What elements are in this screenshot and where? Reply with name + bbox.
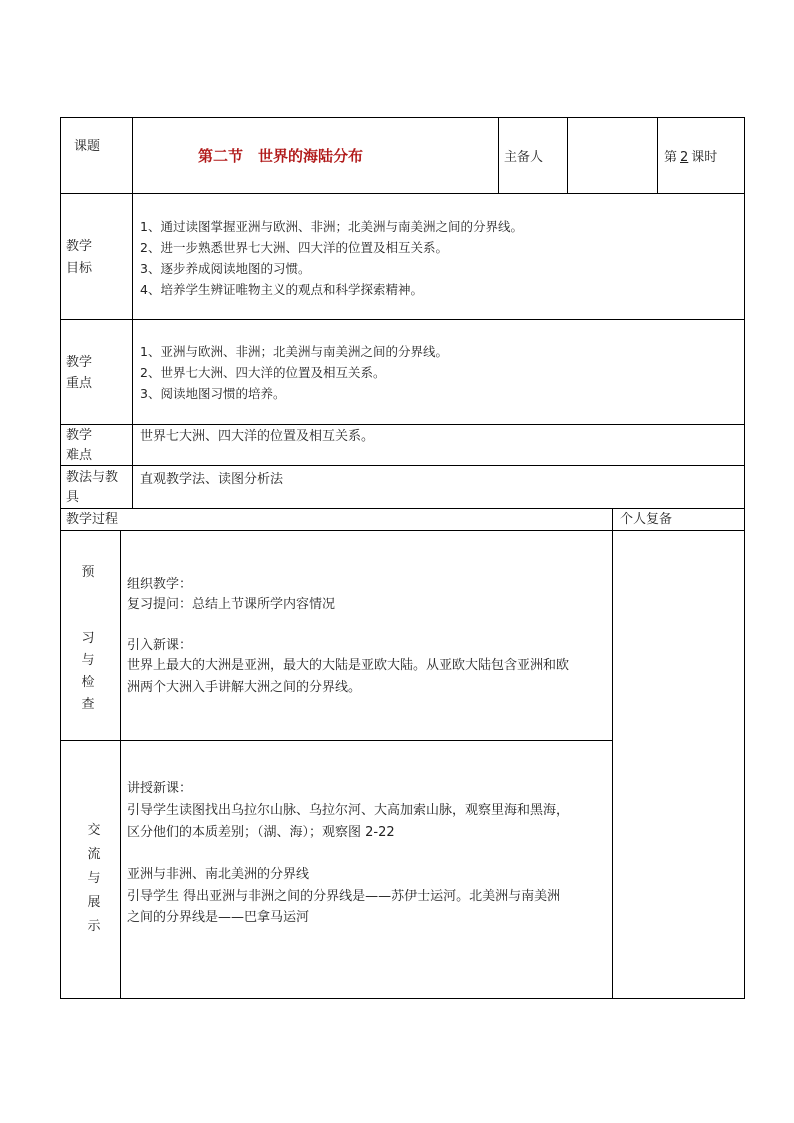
preview-label-char: 与 bbox=[81, 653, 95, 668]
objective-item: 3、逐步养成阅读地图的习惯。 bbox=[140, 261, 311, 276]
process-label: 教学过程 bbox=[66, 512, 119, 527]
exchange-line: 区分他们的本质差别；（湖、海）；观察图 2-22 bbox=[127, 825, 395, 840]
exchange-line: 之间的分界线是——巴拿马运河 bbox=[127, 910, 310, 925]
exchange-line: 引导学生 得出亚洲与非洲之间的分界线是——苏伊士运河。北美洲与南美洲 bbox=[127, 889, 561, 904]
objectives-label-2: 目标 bbox=[66, 261, 93, 276]
objectives-label-1: 教学 bbox=[66, 239, 93, 254]
methods-label-1: 教法与教 bbox=[66, 470, 119, 485]
difficulty-label-2: 难点 bbox=[66, 448, 93, 463]
preview-label-char: 检 bbox=[81, 675, 95, 690]
methods-label-2: 具 bbox=[66, 490, 80, 505]
objective-item: 1、通过读图掌握亚洲与欧洲、非洲；北美洲与南美洲之间的分界线。 bbox=[140, 219, 523, 234]
preview-line: 世界上最大的大洲是亚洲，最大的大陆是亚欧大陆。从亚欧大陆包含亚洲和欧 bbox=[127, 658, 570, 673]
exchange-line: 引导学生读图找出乌拉尔山脉、乌拉尔河、大高加索山脉，观察里海和黑海， bbox=[127, 803, 570, 818]
keypoint-item: 2、世界七大洲、四大洋的位置及相互关系。 bbox=[140, 365, 386, 380]
methods-text: 直观教学法、读图分析法 bbox=[140, 472, 284, 487]
lesson-count bbox=[664, 147, 717, 168]
exchange-line: 讲授新课： bbox=[127, 781, 193, 796]
preview-line: 洲两个大洲入手讲解大洲之间的分界线。 bbox=[127, 680, 362, 695]
exchange-label-char: 流 bbox=[87, 847, 101, 862]
preview-label-char: 习 bbox=[81, 631, 95, 646]
preview-label-char: 预 bbox=[81, 565, 95, 580]
subject-label: 课题 bbox=[74, 139, 101, 154]
exchange-line: 亚洲与非洲、南北美洲的分界线 bbox=[127, 867, 310, 882]
keypoints-label-1: 教学 bbox=[66, 355, 93, 370]
exchange-label-char: 示 bbox=[87, 919, 101, 934]
difficulty-text: 世界七大洲、四大洋的位置及相互关系。 bbox=[140, 429, 375, 444]
preparer-label: 主备人 bbox=[504, 150, 544, 165]
objective-item: 4、培养学生辨证唯物主义的观点和科学探索精神。 bbox=[140, 282, 423, 297]
page-title: 第二节 世界的海陆分布 bbox=[198, 147, 364, 165]
difficulty-label-1: 教学 bbox=[66, 428, 93, 443]
lesson-prefix: 第 bbox=[664, 150, 678, 165]
preview-line: 组织教学： bbox=[127, 577, 193, 592]
personal-review-label: 个人复备 bbox=[620, 512, 673, 527]
lesson-suffix: 课时 bbox=[691, 150, 718, 165]
exchange-label-char: 与 bbox=[87, 871, 101, 886]
preview-line: 引入新课： bbox=[127, 638, 193, 653]
preview-label-char: 查 bbox=[81, 697, 95, 712]
exchange-label-char: 交 bbox=[87, 823, 101, 838]
objective-item: 2、进一步熟悉世界七大洲、四大洋的位置及相互关系。 bbox=[140, 240, 448, 255]
exchange-label-char: 展 bbox=[87, 895, 101, 910]
keypoint-item: 1、亚洲与欧洲、非洲；北美洲与南美洲之间的分界线。 bbox=[140, 344, 448, 359]
keypoint-item: 3、阅读地图习惯的培养。 bbox=[140, 386, 286, 401]
lesson-number: 2 bbox=[680, 150, 689, 165]
preview-line: 复习提问：总结上节课所学内容情况 bbox=[127, 597, 336, 612]
keypoints-label-2: 重点 bbox=[66, 376, 93, 391]
